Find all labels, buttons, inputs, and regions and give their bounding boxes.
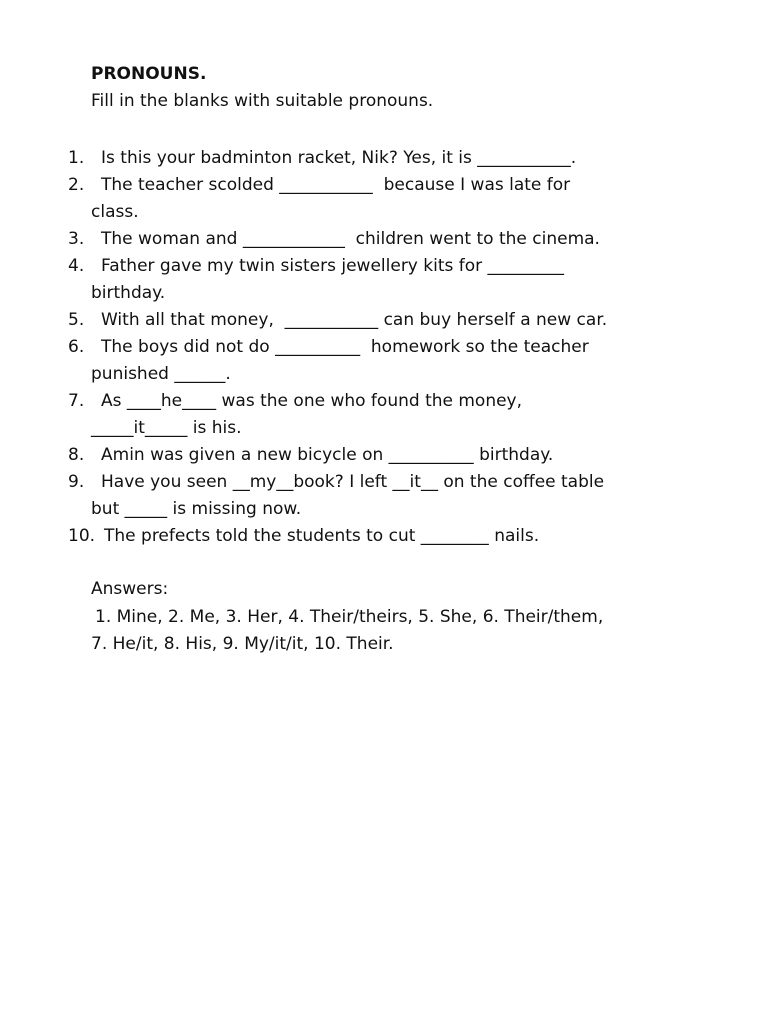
question-text-continued: birthday. (91, 283, 166, 303)
question-number: 2. (68, 175, 85, 195)
question-text: The boys did not do __________ homework so the teacher (101, 337, 589, 357)
question-text: Amin was given a new bicycle on __________ birthday. (101, 445, 554, 465)
worksheet-instruction: Fill in the blanks with suitable pronouns. (91, 91, 434, 111)
question-number: 6. (68, 337, 85, 357)
question-1 (0, 145, 768, 172)
question-2 (0, 172, 768, 226)
question-number: 9. (68, 472, 85, 492)
answers-line-2: 7. He/it, 8. His, 9. My/it/it, 10. Their. (91, 634, 394, 654)
question-text: The prefects told the students to cut ________ nails. (104, 526, 540, 546)
question-text: Is this your badminton racket, Nik? Yes, it is ___________. (101, 148, 577, 168)
question-8 (0, 442, 768, 469)
question-number: 10. (68, 526, 96, 546)
answers-heading: Answers: (91, 579, 169, 599)
question-text-continued: punished ______. (91, 364, 231, 384)
question-9 (0, 469, 768, 523)
question-number: 3. (68, 229, 85, 249)
question-list (0, 145, 768, 550)
question-text-continued: _____it_____ is his. (91, 418, 242, 438)
question-number: 8. (68, 445, 85, 465)
question-number: 1. (68, 148, 85, 168)
question-text: As ____he____ was the one who found the money, (101, 391, 523, 411)
question-text: Have you seen __my__book? I left __it__ on the coffee table (101, 472, 605, 492)
question-number: 4. (68, 256, 85, 276)
question-text: The woman and ____________ children went to the cinema. (101, 229, 600, 249)
question-text-continued: class. (91, 202, 139, 222)
question-3 (0, 226, 768, 253)
question-number: 7. (68, 391, 85, 411)
question-5 (0, 307, 768, 334)
question-7 (0, 388, 768, 442)
question-6 (0, 334, 768, 388)
answers-line-1: 1. Mine, 2. Me, 3. Her, 4. Their/theirs, 5. She, 6. Their/them, (95, 607, 604, 627)
question-text: The teacher scolded ___________ because I was late for (101, 175, 571, 195)
question-10 (0, 523, 768, 550)
worksheet-title: PRONOUNS. (91, 64, 207, 84)
question-number: 5. (68, 310, 85, 330)
question-4 (0, 253, 768, 307)
question-text: With all that money, ___________ can buy herself a new car. (101, 310, 608, 330)
question-text: Father gave my twin sisters jewellery kits for _________ (101, 256, 565, 276)
question-text-continued: but _____ is missing now. (91, 499, 302, 519)
